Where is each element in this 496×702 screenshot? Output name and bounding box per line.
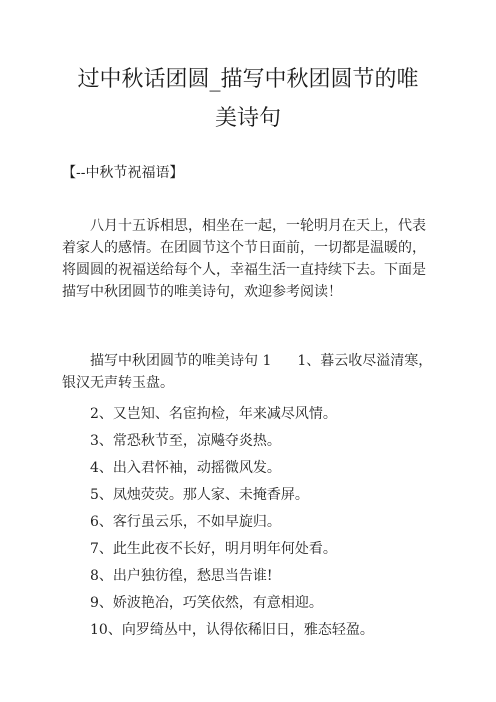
poem-line-5: 5、凤烛荧荧。那人家、未掩香屏。 [90, 487, 309, 503]
document-title-line-2: 美诗句 [214, 106, 281, 131]
document-title-line-1: 过中秋话团圆_描写中秋团圆节的唯 [77, 67, 419, 92]
poem-line-8: 8、出户独彷徨，愁思当告谁! [90, 568, 273, 584]
poem-line-10: 10、向罗绮丛中，认得依稀旧日，雅态轻盈。 [90, 622, 374, 638]
intro-paragraph: 八月十五诉相思，相坐在一起，一轮明月在天上，代表着家人的感情。在团圆节这个节日面前，一切都是温暖的，将圆圆的祝福送给每个人，幸福生活一直持续下去。下面是描写中秋团圆节的唯美诗句，欢迎参考阅读！ [62, 218, 426, 300]
category-label: 【--中秋节祝福语】 [62, 165, 184, 181]
poem-line-3: 3、常恐秋节至，凉飚夺炎热。 [90, 433, 281, 449]
poem-heading: 描写中秋团圆节的唯美诗句 1 [90, 353, 272, 369]
poem-line-6: 6、客行虽云乐，不如早旋归。 [90, 514, 281, 530]
poem-line-7: 7、此生此夜不长好，明月明年何处看。 [90, 541, 337, 557]
poem-line-2: 2、又岂知、名宦拘检，年来减尽风情。 [90, 406, 337, 422]
poem-line-1: 1、暮云收尽溢清寒，银汉无声转玉盘。 [62, 353, 433, 391]
poem-line-4: 4、出入君怀袖，动摇微风发。 [90, 460, 281, 476]
poem-heading-paragraph [62, 350, 434, 394]
poem-line-9: 9、娇波艳冶，巧笑依然，有意相迎。 [90, 595, 323, 611]
